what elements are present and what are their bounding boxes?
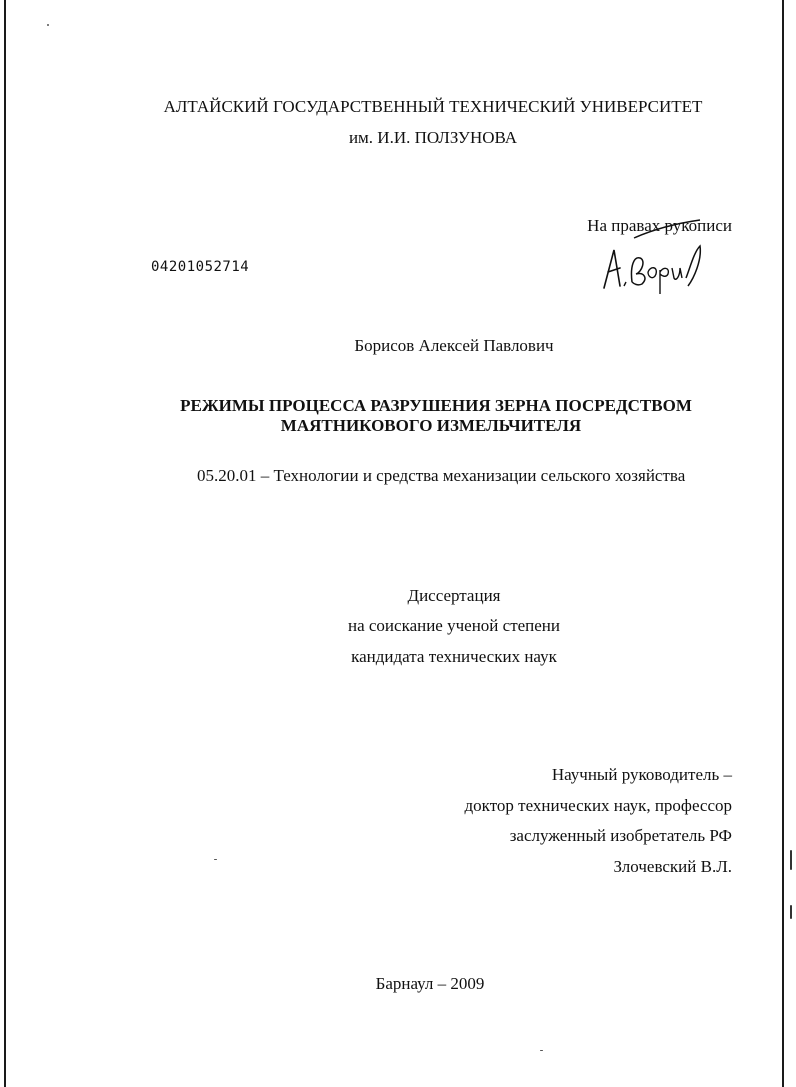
supervisor-name: Злочевский В.Л. xyxy=(613,857,732,876)
university-name: АЛТАЙСКИЙ ГОСУДАРСТВЕННЫЙ ТЕХНИЧЕСКИЙ УНИВЕРСИТЕТ xyxy=(163,97,703,116)
scan-speck xyxy=(790,905,792,919)
specialty-code: 05.20.01 – Технологии и средства механизации сельского хозяйства xyxy=(197,466,686,485)
scan-speck xyxy=(790,850,792,870)
scan-border-left xyxy=(4,0,6,1087)
supervisor-degree: доктор технических наук, профессор xyxy=(464,796,732,815)
supervisor-title: заслуженный изобретатель РФ xyxy=(509,826,732,845)
dissertation-label: Диссертация xyxy=(407,586,501,605)
city-year: Барнаул – 2009 xyxy=(375,974,485,993)
scan-speck xyxy=(47,24,49,26)
catalog-number: 04201052714 xyxy=(151,259,250,275)
scan-border-right xyxy=(782,0,784,1087)
university-name-suffix: им. И.И. ПОЛЗУНОВА xyxy=(348,128,518,147)
supervisor-label: Научный руководитель – xyxy=(551,765,732,784)
scan-speck xyxy=(540,1050,543,1051)
signature-image xyxy=(598,238,708,298)
scan-speck xyxy=(214,859,217,860)
degree-line: на соискание ученой степени xyxy=(347,616,561,635)
signature-stroke xyxy=(632,218,702,240)
author-name: Борисов Алексей Павлович xyxy=(354,336,554,355)
degree-name: кандидата технических наук xyxy=(351,647,557,666)
manuscript-rights: На правах рукописи xyxy=(587,216,732,235)
dissertation-title-cont: МАЯТНИКОВОГО ИЗМЕЛЬЧИТЕЛЯ xyxy=(280,416,582,435)
dissertation-title: РЕЖИМЫ ПРОЦЕССА РАЗРУШЕНИЯ ЗЕРНА ПОСРЕДСТВОМ xyxy=(180,396,692,415)
